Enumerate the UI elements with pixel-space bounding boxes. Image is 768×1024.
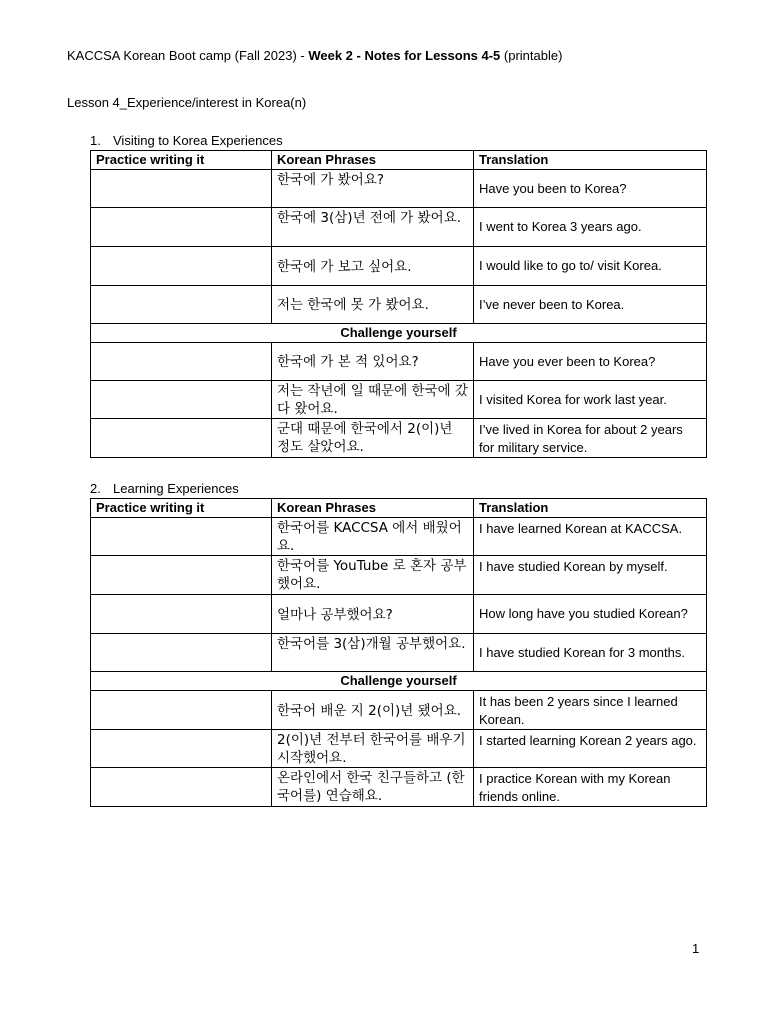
- section-2-number: 2.: [90, 481, 101, 496]
- challenge-row: [91, 324, 707, 343]
- korean-phrase: 온라인에서 한국 친구들하고 (한국어를) 연습해요.: [272, 768, 474, 807]
- column-header-practice: Practice writing it: [91, 499, 272, 518]
- practice-cell[interactable]: [91, 518, 272, 556]
- table-row: [91, 634, 707, 672]
- translation: I have studied Korean for 3 months.: [474, 634, 707, 672]
- translation: Have you been to Korea?: [474, 170, 707, 208]
- section-1-number: 1.: [90, 133, 101, 148]
- lesson-heading: Lesson 4_Experience/interest in Korea(n): [67, 95, 307, 110]
- translation: I practice Korean with my Korean friends online.: [474, 768, 707, 807]
- translation: I have learned Korean at KACCSA.: [474, 518, 707, 556]
- column-header-translation: Translation: [474, 151, 707, 170]
- section-2-heading: [90, 481, 239, 496]
- translation: It has been 2 years since I learned Korean.: [474, 691, 707, 730]
- practice-cell[interactable]: [91, 247, 272, 286]
- table-row: [91, 730, 707, 768]
- table-row: [91, 595, 707, 634]
- korean-phrase: 한국에 가 본 적 있어요?: [272, 343, 474, 381]
- table-row: [91, 518, 707, 556]
- korean-phrase: 군대 때문에 한국에서 2(이)년 정도 살았어요.: [272, 419, 474, 458]
- table-row: [91, 768, 707, 807]
- section-1-title: Visiting to Korea Experiences: [113, 133, 283, 148]
- section-2-title: Learning Experiences: [113, 481, 239, 496]
- practice-cell[interactable]: [91, 381, 272, 419]
- translation: I started learning Korean 2 years ago.: [474, 730, 707, 768]
- column-header-korean: Korean Phrases: [272, 151, 474, 170]
- column-header-translation: Translation: [474, 499, 707, 518]
- korean-phrase: 한국에 가 보고 싶어요.: [272, 247, 474, 286]
- section-1-heading: [90, 133, 283, 148]
- korean-phrase: 저는 작년에 일 때문에 한국에 갔다 왔어요.: [272, 381, 474, 419]
- table-row: [91, 343, 707, 381]
- korean-phrase: 한국어를 YouTube 로 혼자 공부했어요.: [272, 556, 474, 595]
- practice-cell[interactable]: [91, 595, 272, 634]
- korean-phrase: 한국에 3(삼)년 전에 가 봤어요.: [272, 208, 474, 247]
- translation: I have studied Korean by myself.: [474, 556, 707, 595]
- practice-cell[interactable]: [91, 419, 272, 458]
- practice-cell[interactable]: [91, 634, 272, 672]
- column-header-practice: Practice writing it: [91, 151, 272, 170]
- table-row: [91, 381, 707, 419]
- table-row: [91, 691, 707, 730]
- title-suffix: (printable): [500, 48, 563, 63]
- translation: I’ve never been to Korea.: [474, 286, 707, 324]
- korean-phrase: 한국어 배운 지 2(이)년 됐어요.: [272, 691, 474, 730]
- practice-cell[interactable]: [91, 556, 272, 595]
- translation: I went to Korea 3 years ago.: [474, 208, 707, 247]
- table-row: [91, 208, 707, 247]
- page-number: 1: [692, 941, 700, 956]
- practice-cell[interactable]: [91, 768, 272, 807]
- learning-experiences-table: [90, 498, 707, 807]
- practice-cell[interactable]: [91, 208, 272, 247]
- practice-cell[interactable]: [91, 691, 272, 730]
- table-row: [91, 286, 707, 324]
- table-row: [91, 556, 707, 595]
- title-prefix: KACCSA Korean Boot camp (Fall 2023) -: [67, 48, 309, 63]
- practice-cell[interactable]: [91, 343, 272, 381]
- title-bold: Week 2 - Notes for Lessons 4-5: [308, 48, 501, 63]
- korean-phrase: 저는 한국에 못 가 봤어요.: [272, 286, 474, 324]
- practice-cell[interactable]: [91, 286, 272, 324]
- document-title: [67, 48, 562, 63]
- challenge-label: Challenge yourself: [91, 324, 707, 343]
- table-row: [91, 419, 707, 458]
- column-header-korean: Korean Phrases: [272, 499, 474, 518]
- korean-phrase: 2(이)년 전부터 한국어를 배우기 시작했어요.: [272, 730, 474, 768]
- korean-phrase: 얼마나 공부했어요?: [272, 595, 474, 634]
- translation: How long have you studied Korean?: [474, 595, 707, 634]
- practice-cell[interactable]: [91, 730, 272, 768]
- korean-phrase: 한국에 가 봤어요?: [272, 170, 474, 208]
- table-header-row: [91, 151, 707, 170]
- korean-phrase: 한국어를 KACCSA 에서 배웠어요.: [272, 518, 474, 556]
- table-row: [91, 247, 707, 286]
- translation: I would like to go to/ visit Korea.: [474, 247, 707, 286]
- table-header-row: [91, 499, 707, 518]
- translation: I’ve lived in Korea for about 2 years for military service.: [474, 419, 707, 458]
- translation: I visited Korea for work last year.: [474, 381, 707, 419]
- challenge-row: [91, 672, 707, 691]
- practice-cell[interactable]: [91, 170, 272, 208]
- challenge-label: Challenge yourself: [91, 672, 707, 691]
- korean-phrase: 한국어를 3(삼)개월 공부했어요.: [272, 634, 474, 672]
- table-row: [91, 170, 707, 208]
- translation: Have you ever been to Korea?: [474, 343, 707, 381]
- visiting-experiences-table: [90, 150, 707, 458]
